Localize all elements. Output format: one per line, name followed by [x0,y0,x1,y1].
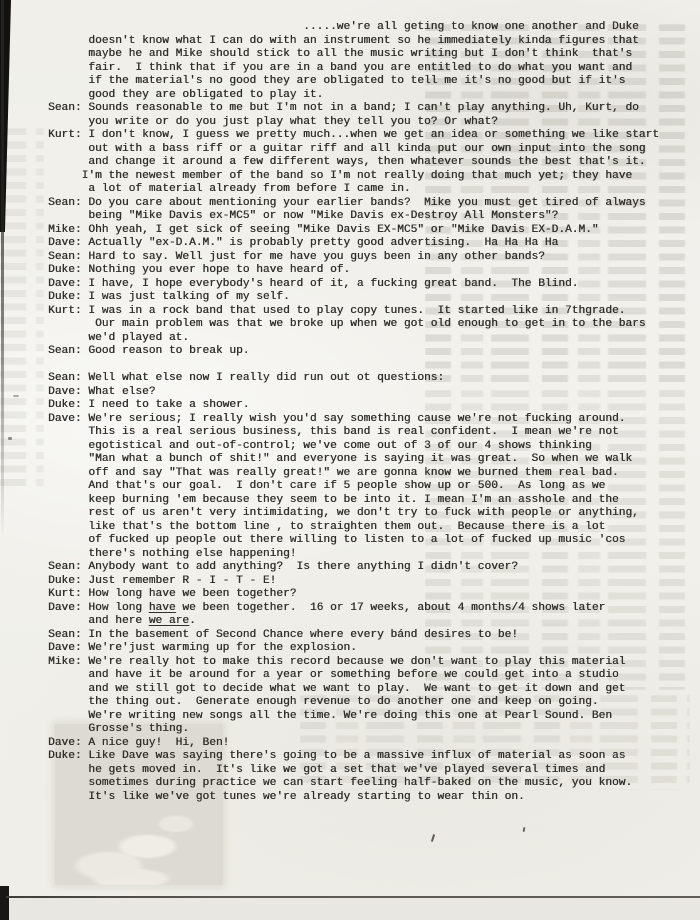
text-line: Grosse's thing. [48,723,189,735]
text-line: Dave: A nice guy! Hi, Ben! [48,736,230,749]
scan-edge-artifact [0,886,9,920]
scan-edge-artifact [1,0,4,540]
scan-fold-line [6,896,700,898]
text-line: Duke: Like Dave was saying there's going to be a massive influx of material as soon as [48,750,626,762]
text-line: you write or do you just play what they tell you to? Or what? [48,115,498,128]
text-line: if the material's no good they are obligated to tell me it's no good but if it's [48,75,626,87]
text-line: and here we are. [48,615,196,627]
text-line: And that's our goal. I don't care if 5 people show up or 500. As long as we [48,480,606,492]
text-line: a lot of material already from before I came in. [48,183,411,195]
text-line: out with a bass riff or a guitar riff and all kinda put our own input into the song [48,142,646,155]
text-line: being "Mike Davis ex-MC5" or now "Mike Davis ex-Destroy All Monsters"? [48,210,559,222]
text-line [48,359,659,373]
text-line: like that's the bottom line , to straighten them out. Because there is a lot [48,520,606,533]
scan-speck [431,834,435,842]
text-line: This is a real serious business, this band is real confident. I mean we're not [48,426,619,438]
text-line: Sean: Anybody want to add anything? Is there anything I didn't cover? [48,561,518,573]
text-line: Duke: I was just talking of my self. [48,291,290,303]
text-line: Dave: We're serious; I really wish you'd say something cause we're not fucking around. [48,412,626,425]
text-line: Sean: Do you care about mentioning your earlier bands? Mike you must get tired of always [48,196,646,209]
text-line: Dave: I have, I hope everybody's heard of it, a fucking great band. The Blind. [48,277,579,290]
text-line: Our main problem was that we broke up when we got old enough to get in to the bars [48,318,646,330]
scan-speck [523,827,526,832]
text-line: Dave: How long have we been together. 16 or 17 weeks, about 4 months/4 shows later [48,601,606,614]
text-line: Sean: Good reason to break up. [48,345,250,357]
text-line: of fucked up people out there willing to listen to a lot of fucked up music 'cos [48,534,626,546]
text-line: and have it be around for a year or something before we could get into a studio [48,669,619,681]
text-line: we'd played at. [48,331,189,344]
bleed-through-text [0,128,44,488]
text-line: the thing out. Generate enough revenue to do another one and keep on going. [48,696,599,708]
text-line: Dave: Actually "ex-D.A.M." is probably pretty good advertising. Ha Ha Ha Ha [48,237,559,249]
text-line: It's like we've got tunes we're already starting to wear thin on. [48,790,525,803]
text-line: and change it around a few different ways, then whatever sounds the best that's it. [48,156,646,168]
text-line: Sean: Sounds reasonable to me but I'm not in a band; I can't play anything. Uh, Kurt, do [48,102,639,114]
text-line: good they are obligated to play it. [48,88,324,101]
text-line: Mike: We're really hot to make this record because we don't want to play this material [48,655,626,668]
text-line: egotistical and out-of-control; we've come out of 3 of our 4 shows thinking [48,439,592,452]
text-line: he gets moved in. It's like we got a set that we've played several times and [48,763,606,776]
text-line: Sean: Hard to say. Well just for me have you guys been in any other bands? [48,250,545,263]
text-line: Kurt: I was in a rock band that used to play copy tunes. It started like in 7thgrade. [48,304,626,317]
text-line: keep burning 'em because they seem to be into it. I mean I'm an asshole and the [48,493,619,506]
text-line: off and say "That was really great!" we are gonna know we burned them real bad. [48,466,619,479]
text-line: rest of us aren't very intimidating, we don't try to fuck with people or anything, [48,507,639,519]
text-line: Mike: Ohh yeah, I get sick of seeing "Mike Davis EX-MC5" or "Mike Davis EX-D.A.M." [48,223,599,236]
scan-speck [8,437,12,440]
scan-bottom-band [0,898,700,920]
text-line: Dave: We're'just warming up for the explosion. [48,642,357,654]
text-line: Sean: In the basement of Second Chance where every bánd desires to be! [48,628,518,641]
text-line: Sean: Well what else now I really did run out ot questions: [48,372,445,384]
text-line: We're writing new songs all the time. We're doing this one at Pearl Sound. Ben [48,709,612,722]
text-line: sometimes during practice we can start feeling half-baked on the music, you know. [48,777,633,789]
text-line: doesn't know what I can do with an instrument so he immediately kinda figures that [48,34,639,47]
text-line: there's nothing else happening! [48,547,297,560]
typewritten-text [48,21,659,804]
text-line: maybe he and Mike should stick to all the music writing but I don't think that's [48,48,633,60]
scan-speck [13,395,19,397]
text-line: fair. I think that if you are in a band you are entitled to do what you want and [48,61,633,74]
text-line: Kurt: How long have we been together? [48,588,297,600]
text-line: Kurt: I don't know, I guess we pretty much...when we get an idea or something we like start [48,129,659,141]
text-line: Duke: I need to take a shower. [48,399,250,411]
text-line: Duke: Nothing you ever hope to have heard of. [48,264,351,276]
text-line: and we still got to decide what we want to play. We want to get it down and get [48,682,626,695]
text-line: Duke: Just remember R - I - T - E! [48,574,277,587]
text-line: "Man what a bunch of shit!" and everyone is saying it was great. So when we walk [48,453,633,465]
text-line: I'm the newest member of the band so I'm not really doing that much yet; they have [48,169,633,182]
text-line: Dave: What else? [48,385,156,398]
text-line: .....we're all geting to know one another and Duke [48,21,639,33]
